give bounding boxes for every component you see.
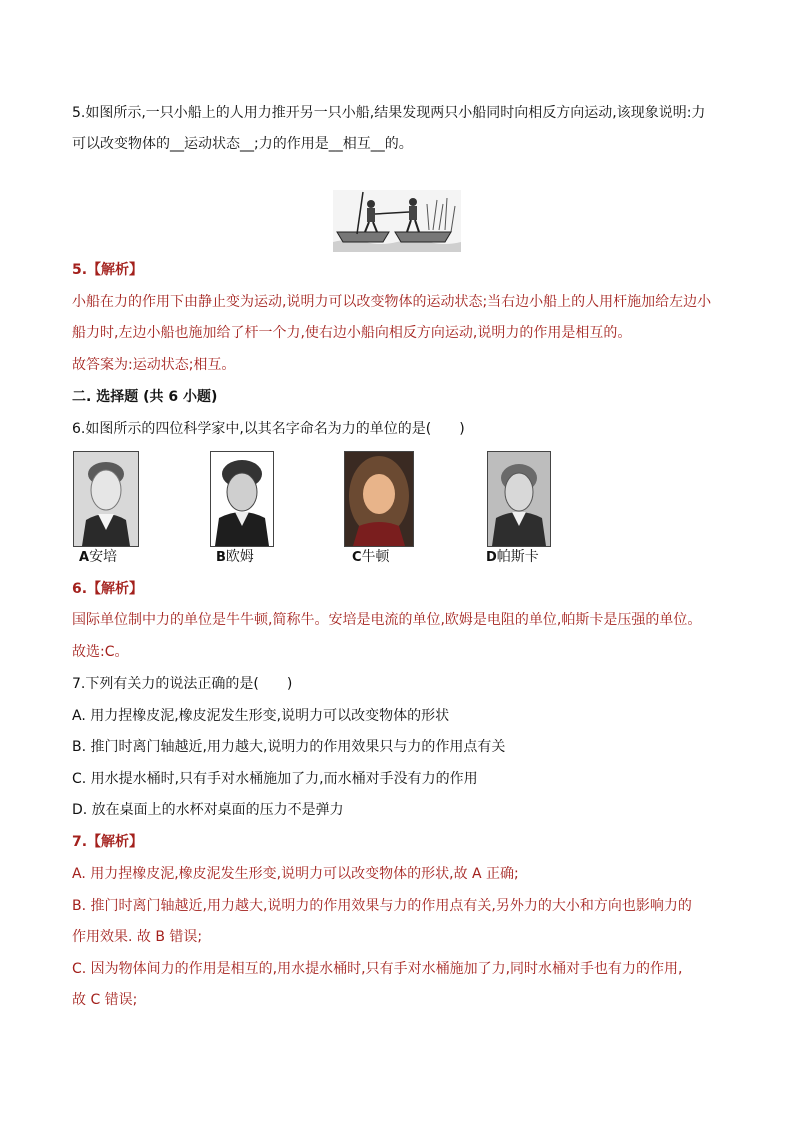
- a6-title: 6.【解析】: [72, 581, 144, 597]
- portrait-ampere: [73, 451, 139, 547]
- caption-d-name: 帕斯卡: [496, 549, 539, 565]
- caption-a-name: 安培: [89, 549, 118, 565]
- a7-line-c2: 故 C 错误;: [72, 992, 138, 1008]
- caption-c-letter: C: [352, 550, 362, 565]
- q7-option-d: D. 放在桌面上的水杯对桌面的压力不是弹力: [72, 802, 344, 818]
- a7-line-a: A. 用力捏橡皮泥,橡皮泥发生形变,说明力可以改变物体的形状,故 A 正确;: [72, 866, 519, 882]
- a7-line-b2: 作用效果. 故 B 错误;: [72, 929, 203, 945]
- a5-line3: 故答案为:运动状态;相互。: [72, 357, 236, 373]
- portrait-pascal: [487, 451, 551, 547]
- caption-b-letter: B: [216, 550, 226, 565]
- caption-b-name: 欧姆: [225, 549, 254, 565]
- a7-line-b1: B. 推门时离门轴越近,用力越大,说明力的作用效果与力的作用点有关,另外力的大小和方向也影响力的: [72, 898, 692, 914]
- q6-stem: 6.如图所示的四位科学家中,以其名字命名为力的单位的是( ): [72, 421, 465, 437]
- caption-d: [486, 547, 539, 568]
- q5-line1: 5.如图所示,一只小船上的人用力推开另一只小船,结果发现两只小船同时向相反方向运动,该现象说明:力: [72, 105, 706, 121]
- caption-b: [216, 547, 254, 568]
- q7-option-b: B. 推门时离门轴越近,用力越大,说明力的作用效果只与力的作用点有关: [72, 739, 506, 755]
- q5-line2: 可以改变物体的__运动状态__;力的作用是__相互__的。: [72, 136, 413, 152]
- a5-line2: 船力时,左边小船也施加给了杆一个力,使右边小船向相反方向运动,说明力的作用是相互的。: [72, 325, 632, 341]
- a6-line2: 故选:C。: [72, 644, 129, 660]
- section2-title: 二. 选择题 (共 6 小题): [72, 389, 218, 405]
- caption-d-letter: D: [486, 550, 497, 565]
- a6-line1: 国际单位制中力的单位是牛牛顿,简称牛。安培是电流的单位,欧姆是电阻的单位,帕斯卡是压强的单位。: [72, 612, 702, 628]
- portrait-newton: [344, 451, 414, 547]
- a5-title: 5.【解析】: [72, 262, 144, 278]
- caption-c-name: 牛顿: [361, 549, 390, 565]
- q7-option-a: A. 用力捏橡皮泥,橡皮泥发生形变,说明力可以改变物体的形状: [72, 708, 450, 724]
- caption-a-letter: A: [79, 550, 90, 565]
- caption-a: [79, 547, 117, 568]
- caption-c: [352, 547, 390, 568]
- a7-line-c1: C. 因为物体间力的作用是相互的,用水提水桶时,只有手对水桶施加了力,同时水桶对手也有力的作用,: [72, 961, 683, 977]
- q7-stem: 7.下列有关力的说法正确的是( ): [72, 676, 293, 692]
- boats-illustration: [333, 190, 461, 252]
- portrait-ohm: [210, 451, 274, 547]
- a7-title: 7.【解析】: [72, 834, 144, 850]
- q7-option-c: C. 用水提水桶时,只有手对水桶施加了力,而水桶对手没有力的作用: [72, 771, 478, 787]
- a5-line1: 小船在力的作用下由静止变为运动,说明力可以改变物体的运动状态;当右边小船上的人用杆施加给左边小: [72, 294, 712, 310]
